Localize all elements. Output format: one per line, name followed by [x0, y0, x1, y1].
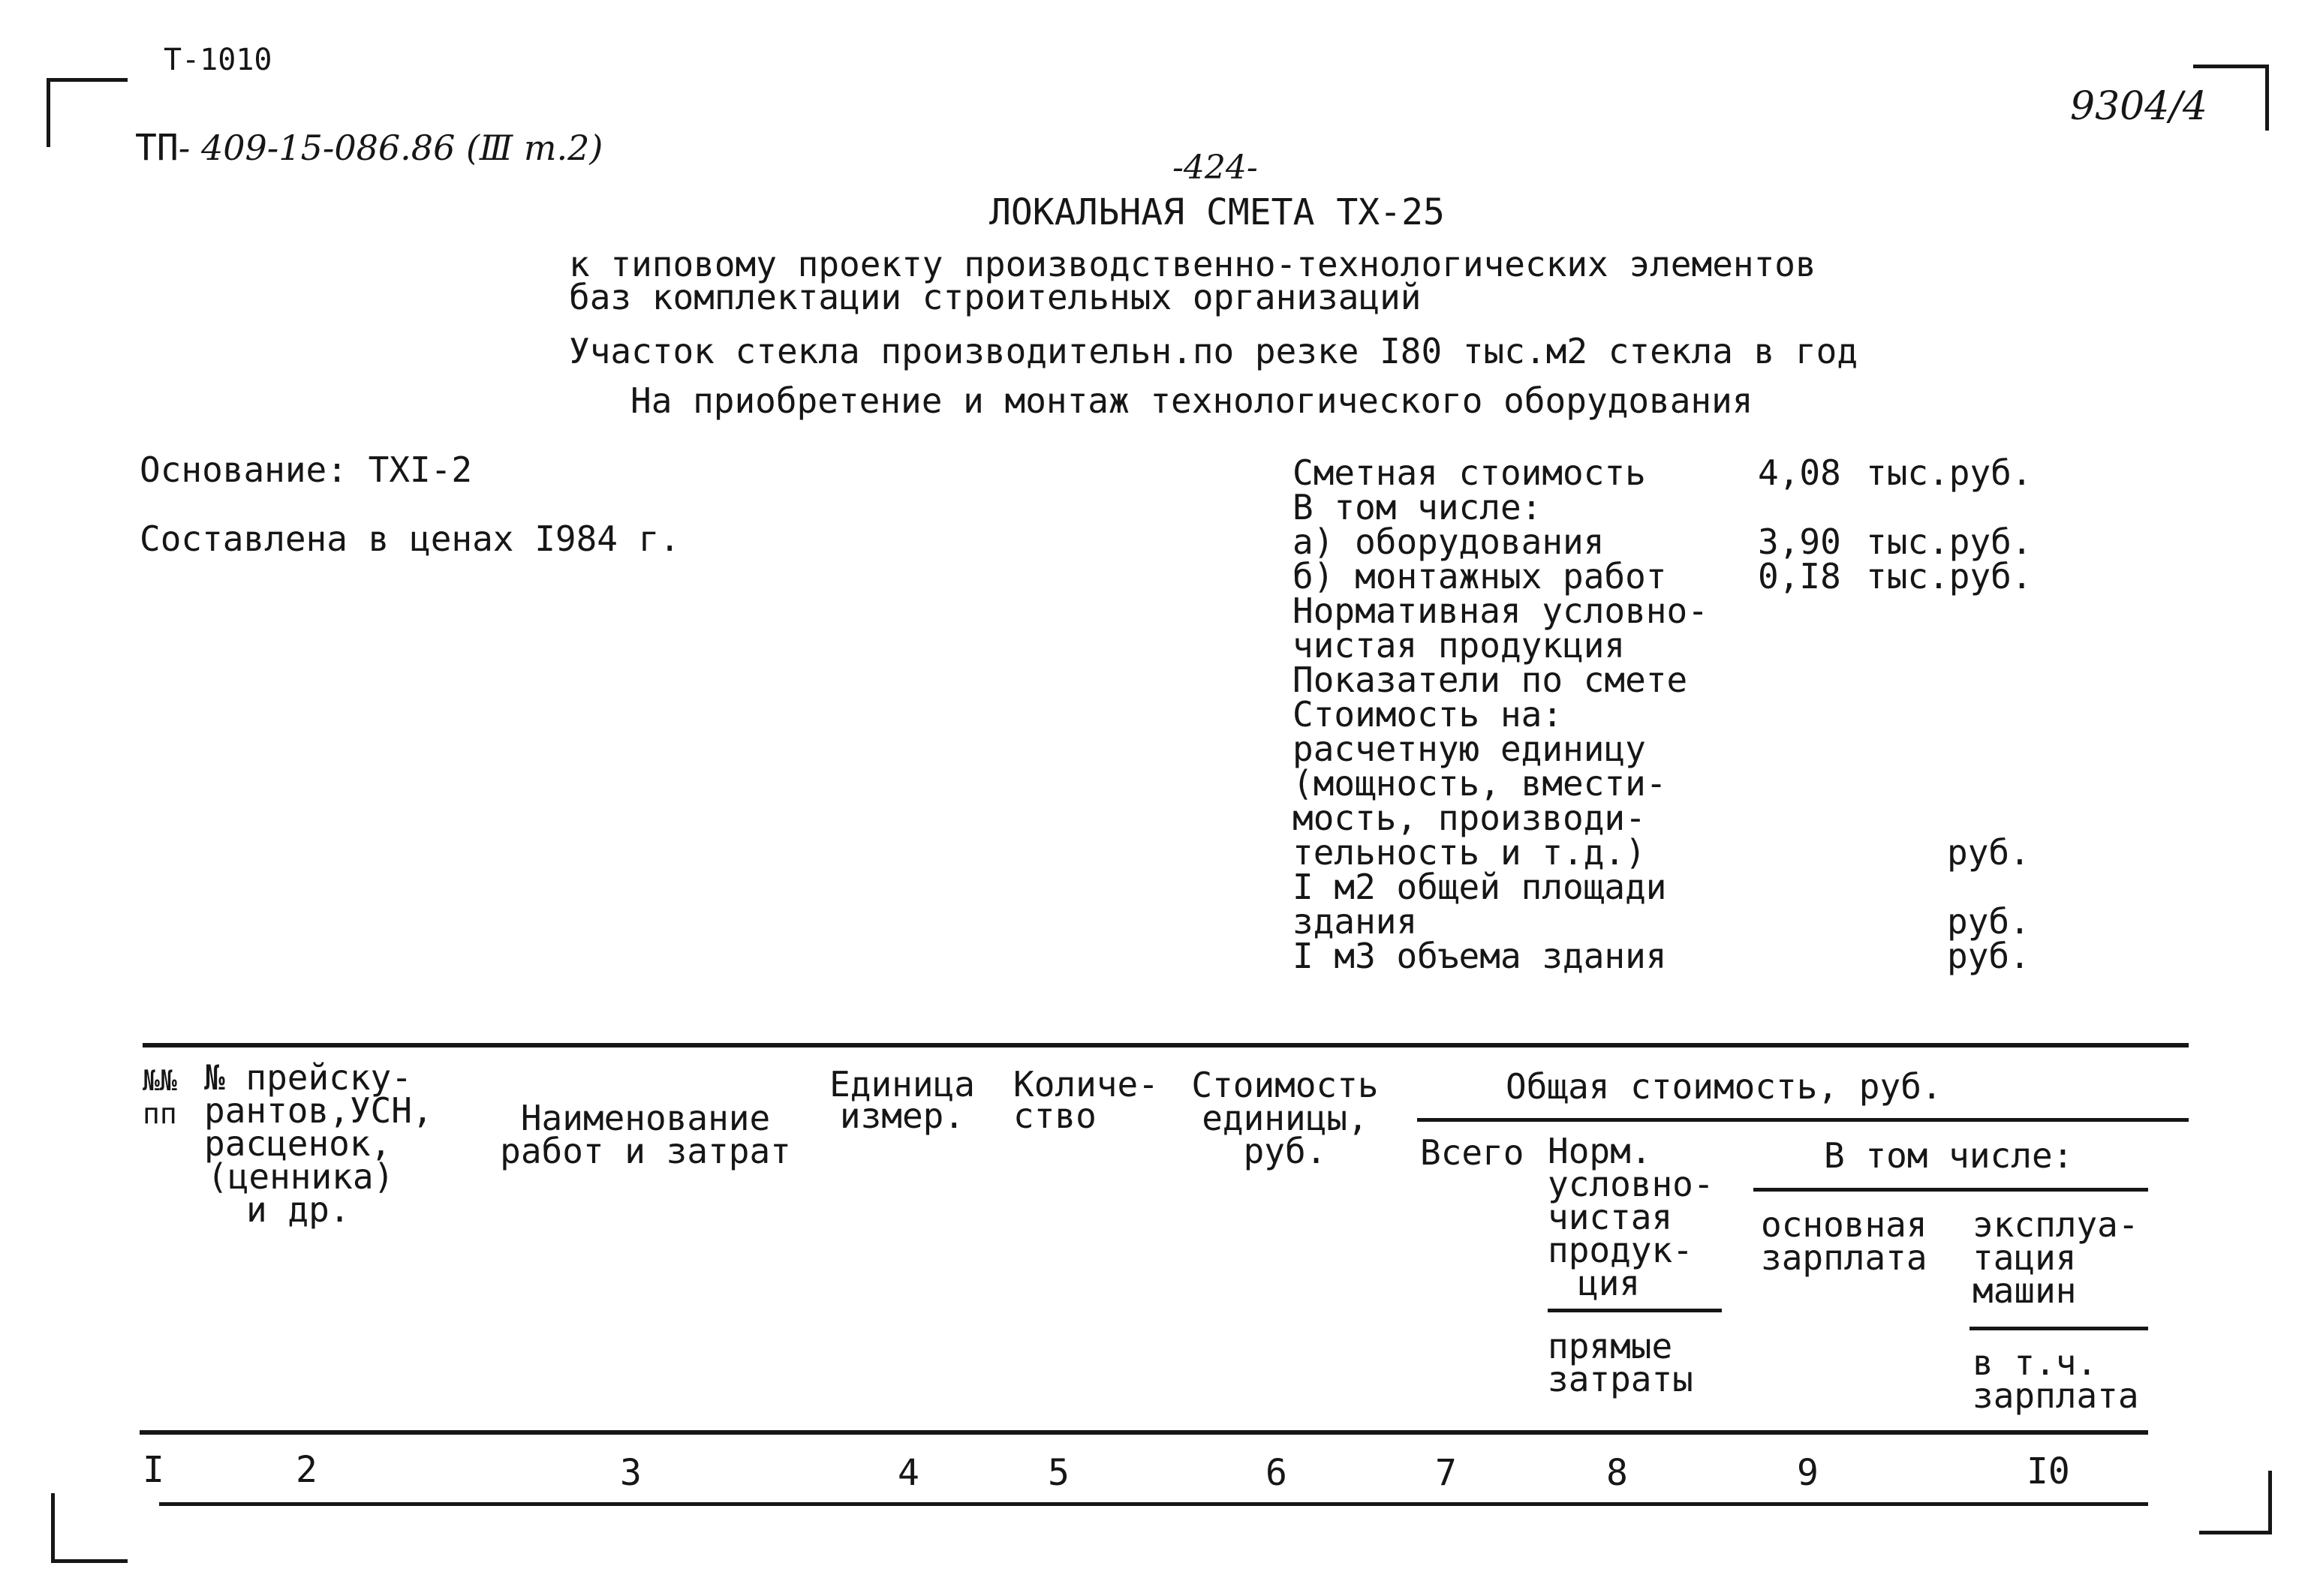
- col-machines-salary-line: в т.ч.: [1972, 1342, 2098, 1383]
- summary-value: 4,08: [1758, 452, 1841, 493]
- summary-row: [1292, 832, 2043, 873]
- summary-row: [1292, 556, 2043, 597]
- summary-label: тельность и т.д.): [1292, 832, 1646, 873]
- col-quantity-line: ство: [1013, 1096, 1097, 1136]
- col-number-line: пп: [143, 1097, 177, 1130]
- summary-label: мость, производи-: [1292, 798, 1646, 838]
- summary-row: [1292, 591, 2043, 631]
- summary-value: 3,90: [1758, 521, 1841, 562]
- summary-row: [1292, 901, 2043, 942]
- basis-text: Основание: ТХI-2: [140, 449, 473, 490]
- cost-summary: [1292, 452, 2043, 976]
- summary-unit: тыс.руб.: [1866, 521, 2033, 562]
- col-name-line: Наименование: [520, 1098, 771, 1138]
- summary-unit: тыс.руб.: [1866, 556, 2033, 597]
- table-top-rule: [143, 1043, 2189, 1047]
- col-machines-line: машин: [1972, 1270, 2077, 1311]
- summary-row: [1292, 798, 2043, 838]
- summary-value: 0,I8: [1758, 556, 1841, 597]
- col-pricelist-line: и др.: [246, 1189, 351, 1230]
- col-unit-cost-line: руб.: [1243, 1131, 1327, 1171]
- column-number: 8: [1606, 1452, 1628, 1494]
- col-salary-line: зарплата: [1761, 1237, 1927, 1278]
- col-unit-line: Единица: [829, 1064, 975, 1105]
- page-number: -424-: [1172, 149, 1258, 187]
- summary-row: [1292, 936, 2043, 976]
- col-pricelist-line: расценок,: [204, 1123, 392, 1164]
- summary-unit: руб.: [1947, 832, 2030, 873]
- column-number: I0: [2027, 1450, 2070, 1492]
- corner-mark-top-left-vertical: [47, 78, 50, 147]
- summary-row: [1292, 694, 2043, 735]
- summary-unit: тыс.руб.: [1866, 452, 2033, 493]
- corner-mark-bottom-left-vertical: [51, 1493, 55, 1562]
- summary-label: здания: [1292, 901, 1418, 942]
- header-bottom-rule: [140, 1430, 2148, 1435]
- col-pricelist-header: [204, 1057, 433, 1230]
- numbers-bottom-rule: [159, 1502, 2148, 1506]
- corner-mark-bottom-right-horizontal: [2199, 1531, 2272, 1534]
- col-norm-header: [1548, 1131, 1714, 1303]
- col-unit-cost-header: [1172, 1065, 1398, 1171]
- archive-number: 9304/4: [2070, 84, 2207, 129]
- group-incl-header: В том числе:: [1824, 1135, 2074, 1176]
- summary-row: [1292, 660, 2043, 700]
- col-pricelist-line: рантов,УСН,: [204, 1090, 433, 1131]
- summary-label: В том числе:: [1292, 487, 1542, 527]
- col-unit-cost-line: Стоимость: [1191, 1065, 1379, 1105]
- col-salary-header: [1761, 1204, 1927, 1278]
- col-pricelist-line: (ценника): [207, 1156, 395, 1197]
- project-code: [135, 128, 603, 168]
- summary-row: [1292, 452, 2043, 493]
- summary-label: Стоимость на:: [1292, 694, 1563, 735]
- col-direct-costs-line: затраты: [1548, 1359, 1693, 1399]
- col-total-header: Всего: [1420, 1132, 1524, 1173]
- summary-label: (мощность, вмести-: [1292, 763, 1667, 804]
- column-number: 5: [1048, 1452, 1070, 1494]
- prices-text: Составлена в ценах I984 г.: [140, 518, 681, 559]
- summary-row: [1292, 521, 2043, 562]
- summary-label: I м3 объема здания: [1292, 936, 1667, 976]
- summary-label: расчетную единицу: [1292, 729, 1646, 769]
- column-number: 6: [1265, 1452, 1287, 1494]
- corner-mark-top-left-horizontal: [47, 78, 128, 82]
- col-machines-line: эксплуа-: [1972, 1204, 2139, 1245]
- col-unit-cost-line: единицы,: [1202, 1098, 1368, 1138]
- col-machines-salary-header: [1972, 1342, 2139, 1416]
- title-line-4: На приобретение и монтаж технологического оборудования: [630, 380, 1753, 421]
- col-norm-line: Норм.: [1548, 1131, 1652, 1171]
- col-number-header: [143, 1064, 177, 1130]
- col-unit-line: измер.: [839, 1096, 965, 1136]
- summary-row: [1292, 729, 2043, 769]
- col-direct-costs-line: прямые: [1548, 1326, 1673, 1366]
- col-unit-header: [820, 1064, 985, 1136]
- col-quantity-header: [1013, 1064, 1159, 1136]
- corner-mark-top-right-vertical: [2265, 65, 2269, 131]
- col-quantity-line: Количе-: [1013, 1064, 1159, 1105]
- title-line-3: Участок стекла производительн.по резке I80 тыс.м2 стекла в год: [569, 331, 1858, 371]
- title-line-2: баз комплектации строительных организаций: [569, 277, 1422, 317]
- col-norm-line: ция: [1578, 1263, 1641, 1303]
- summary-row: [1292, 763, 2043, 804]
- col-salary-line: основная: [1761, 1204, 1927, 1245]
- column-number: 2: [296, 1449, 317, 1491]
- col10-split-rule: [1969, 1327, 2148, 1330]
- group-total-rule: [1417, 1118, 2189, 1122]
- col-name-line: работ и затрат: [500, 1131, 791, 1171]
- col-direct-costs-header: [1548, 1326, 1693, 1399]
- summary-row: [1292, 625, 2043, 666]
- summary-label: а) оборудования: [1292, 521, 1605, 562]
- col-norm-line: чистая: [1548, 1197, 1673, 1237]
- col-number-line: №№: [143, 1064, 177, 1097]
- summary-unit: руб.: [1947, 936, 2030, 976]
- sheet-code: Т-1010: [164, 43, 272, 77]
- summary-row: [1292, 867, 2043, 907]
- column-number: I: [143, 1449, 164, 1491]
- corner-mark-top-right-horizontal: [2193, 65, 2268, 68]
- col-norm-line: продук-: [1548, 1230, 1693, 1270]
- col-machines-salary-line: зарплата: [1972, 1375, 2139, 1416]
- summary-label: I м2 общей площади: [1292, 867, 1667, 907]
- title-line-1: к типовому проекту производственно-технологических элементов: [569, 244, 1816, 284]
- col-norm-line: условно-: [1548, 1164, 1714, 1204]
- project-code-printed: ТП: [135, 127, 179, 169]
- summary-unit: руб.: [1947, 901, 2030, 942]
- group-total-header: Общая стоимость, руб.: [1506, 1066, 1942, 1107]
- summary-label: б) монтажных работ: [1292, 556, 1667, 597]
- col-machines-header: [1972, 1204, 2139, 1311]
- summary-label: чистая продукция: [1292, 625, 1626, 666]
- summary-row: [1292, 487, 2043, 527]
- column-number: 3: [620, 1452, 642, 1494]
- project-code-handwritten: - 409-15-086.86 (Ⅲ т.2): [178, 128, 603, 168]
- summary-label: Нормативная условно-: [1292, 591, 1708, 631]
- group-incl-rule: [1753, 1188, 2148, 1192]
- summary-label: Сметная стоимость: [1292, 452, 1646, 493]
- column-number: 7: [1435, 1452, 1457, 1494]
- document-title: ЛОКАЛЬНАЯ СМЕТА ТХ-25: [989, 191, 1445, 233]
- col-pricelist-line: № прейску-: [204, 1057, 412, 1098]
- col-machines-line: тация: [1972, 1237, 2077, 1278]
- column-number: 4: [898, 1452, 919, 1494]
- col8-split-rule: [1548, 1309, 1722, 1312]
- summary-label: Показатели по смете: [1292, 660, 1688, 700]
- column-number: 9: [1797, 1452, 1819, 1494]
- col-name-header: [480, 1098, 811, 1171]
- corner-mark-bottom-left-horizontal: [51, 1559, 128, 1563]
- corner-mark-bottom-right-vertical: [2268, 1471, 2272, 1534]
